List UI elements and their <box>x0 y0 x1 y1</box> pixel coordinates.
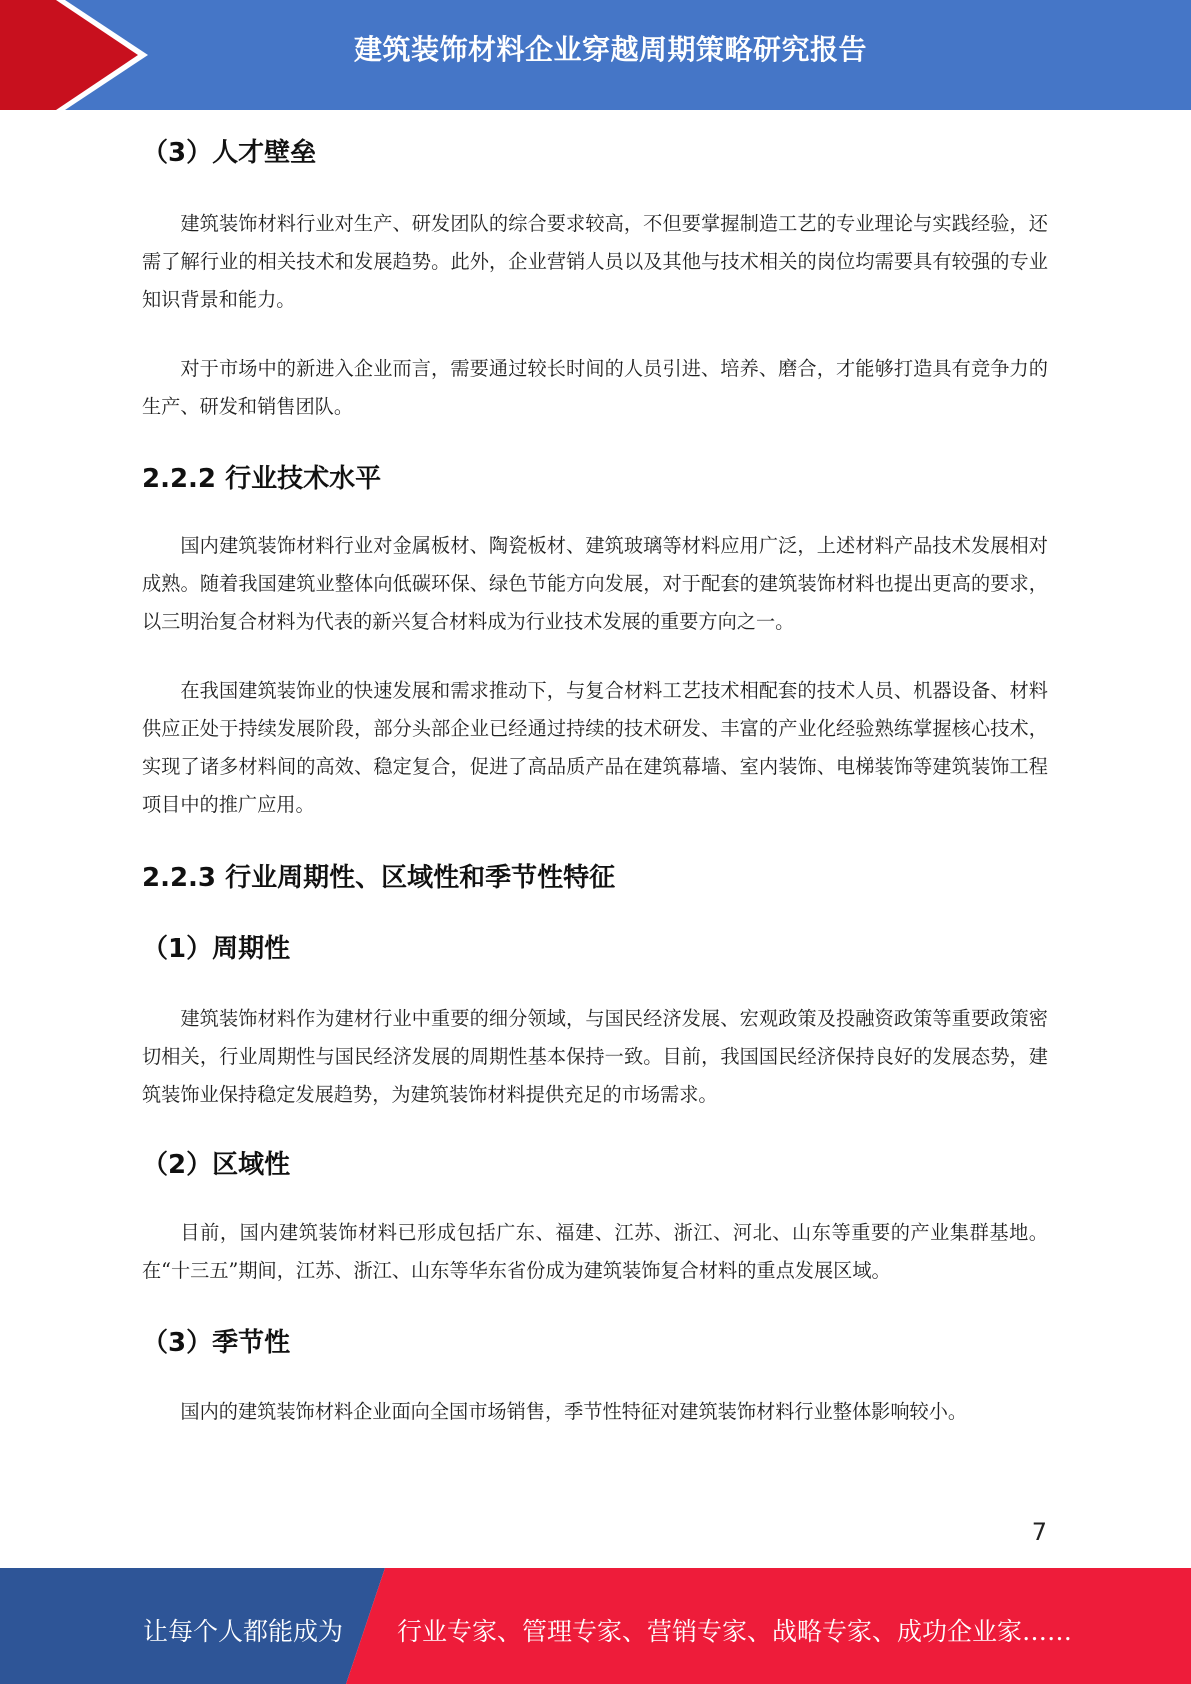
paragraph-seasonal: 国内的建筑装饰材料企业面向全国市场销售，季节性特征对建筑装饰材料行业整体影响较小。 <box>180 1400 968 1423</box>
heading-regional: （2）区域性 <box>142 1150 291 1180</box>
heading-cycle-features: 2.2.3 行业周期性、区域性和季节性特征 <box>142 863 616 893</box>
paragraph-tech-2: 在我国建筑装饰业的快速发展和需求推动下，与复合材料工艺技术相配套的技术人员、机器设备、材料供应正处于持续发展阶段，部分头部企业已经通过持续的技术研发、丰富的产业化经验熟练掌握核心技术，实现了诸多材料间的高效、稳定复合，促进了高品质产品在建筑幕墙、室内装饰、电梯装饰等建筑装饰工程项目中的推广应用。 <box>142 679 1048 816</box>
paragraph-regional: 目前，国内建筑装饰材料已形成包括广东、福建、江苏、浙江、河北、山东等重要的产业集群基地。在“十三五”期间，江苏、浙江、山东等华东省份成为建筑装饰复合材料的重点发展区域。 <box>142 1221 1048 1282</box>
page-header <box>0 0 1191 110</box>
paragraph-talent-1: 建筑装饰材料行业对生产、研发团队的综合要求较高，不但要掌握制造工艺的专业理论与实践经验，还需了解行业的相关技术和发展趋势。此外，企业营销人员以及其他与技术相关的岗位均需要具有较强的专业知识背景和能力。 <box>142 212 1048 311</box>
page-number: 7 <box>1031 1518 1047 1546</box>
heading-cyclical: （1）周期性 <box>142 934 291 964</box>
heading-tech-level: 2.2.2 行业技术水平 <box>142 464 382 494</box>
paragraph-talent-2: 对于市场中的新进入企业而言，需要通过较长时间的人员引进、培养、磨合，才能够打造具有竞争力的生产、研发和销售团队。 <box>142 357 1048 418</box>
heading-seasonal: （3）季节性 <box>142 1328 291 1358</box>
report-title: 建筑装饰材料企业穿越周期策略研究报告 <box>353 33 867 66</box>
paragraph-tech-1: 国内建筑装饰材料行业对金属板材、陶瓷板材、建筑玻璃等材料应用广泛，上述材料产品技术发展相对成熟。随着我国建筑业整体向低碳环保、绿色节能方向发展，对于配套的建筑装饰材料也提出更高的要求，以三明治复合材料为代表的新兴复合材料成为行业技术发展的重要方向之一。 <box>142 534 1048 633</box>
paragraph-cyclical: 建筑装饰材料作为建材行业中重要的细分领域，与国民经济发展、宏观政策及投融资政策等重要政策密切相关，行业周期性与国民经济发展的周期性基本保持一致。目前，我国国民经济保持良好的发展态势，建筑装饰业保持稳定发展趋势，为建筑装饰材料提供充足的市场需求。 <box>142 1007 1048 1106</box>
footer-slogan-right: 行业专家、管理专家、营销专家、战略专家、成功企业家…… <box>397 1617 1073 1646</box>
page-footer <box>0 1568 1191 1684</box>
footer-slogan-left: 让每个人都能成为 <box>143 1617 344 1646</box>
heading-talent-barrier: （3）人才壁垒 <box>142 138 317 168</box>
